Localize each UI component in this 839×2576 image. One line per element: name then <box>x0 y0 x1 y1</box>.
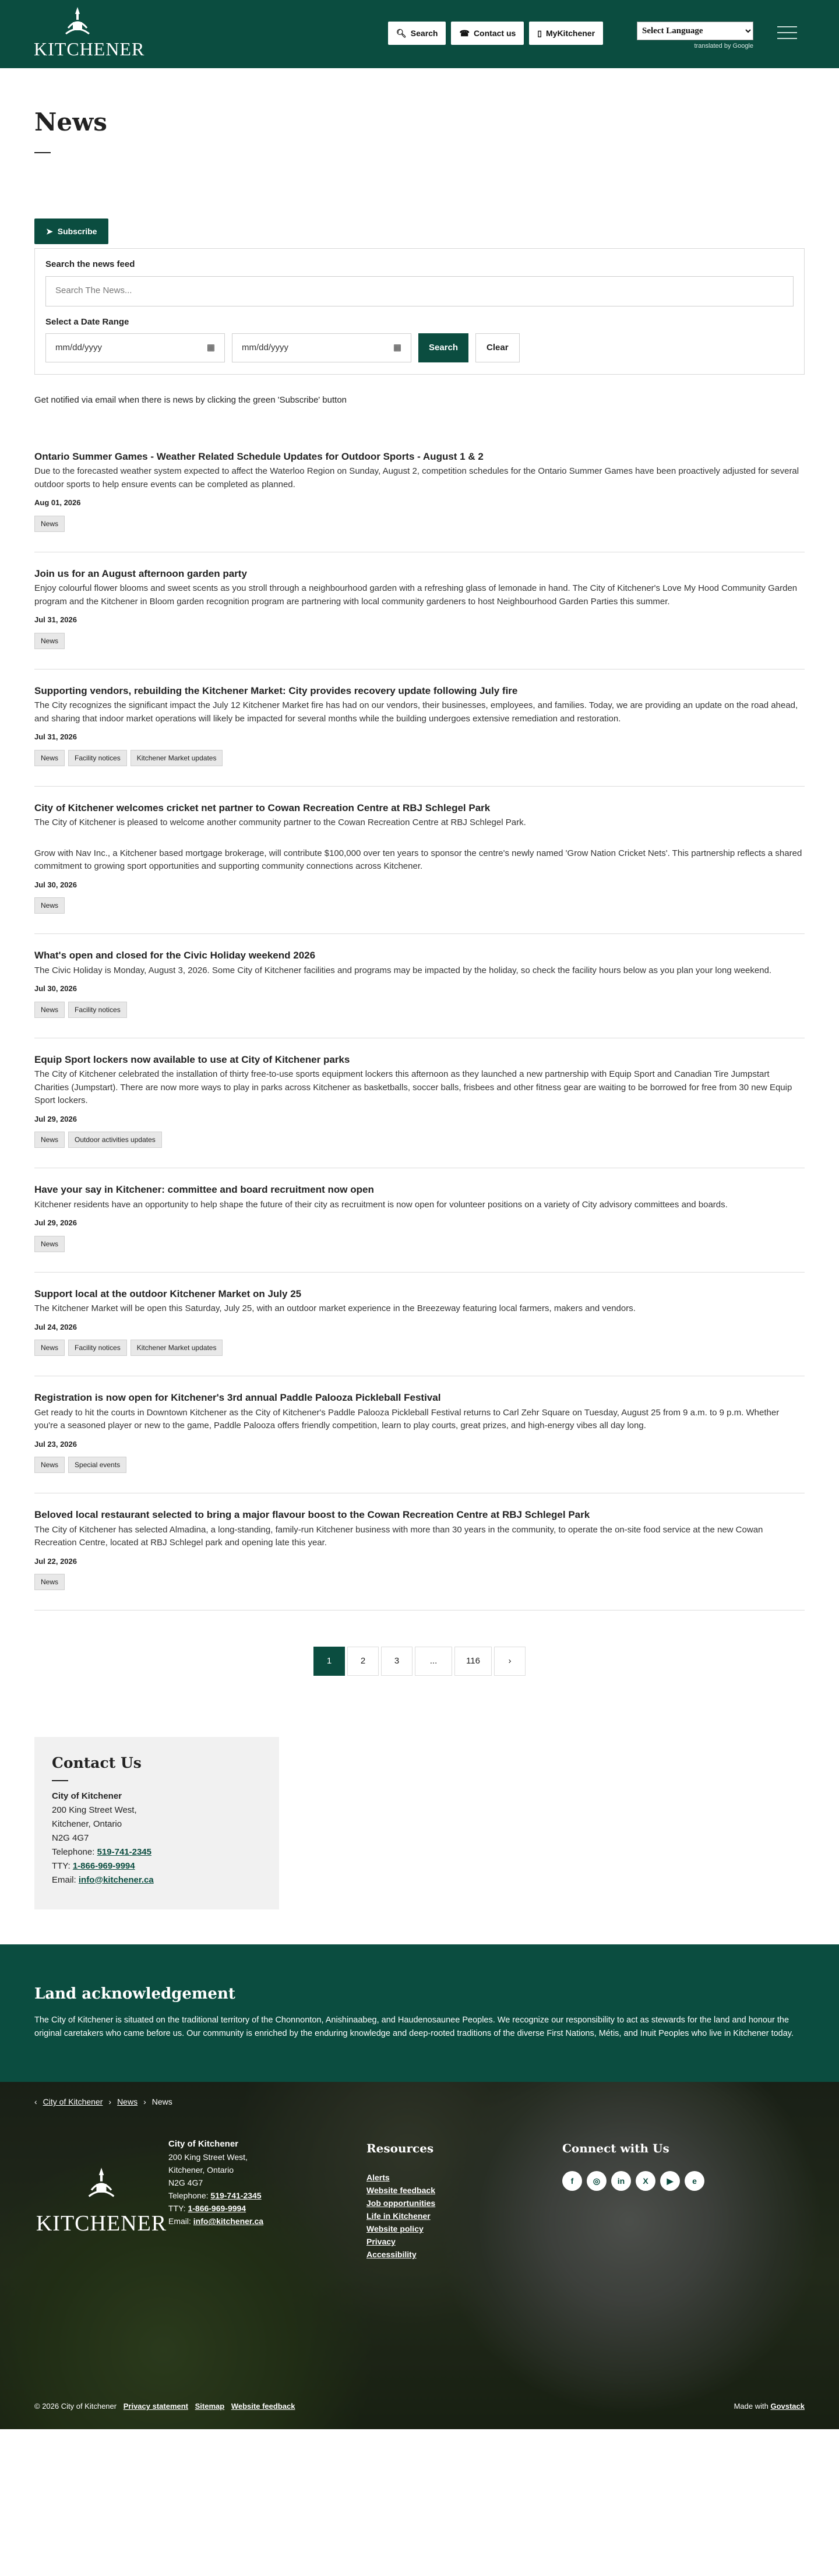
mykitchener-label: MyKitchener <box>546 28 595 38</box>
news-item <box>34 552 805 669</box>
made-with <box>734 2401 805 2412</box>
footer-org: City of Kitchener <box>168 2139 239 2149</box>
mykitchener-button[interactable] <box>529 22 603 45</box>
resource-link-website-feedback[interactable]: Website feedback <box>366 2186 436 2196</box>
footer-address-line: Kitchener, Ontario <box>168 2165 234 2175</box>
news-tags <box>34 1574 805 1590</box>
news-tag[interactable]: News <box>34 1457 65 1473</box>
mobile-icon: ▯ <box>537 28 542 38</box>
contact-address-line: N2G 4G7 <box>52 1833 89 1843</box>
contact-telephone: Telephone: 519-741-2345 <box>52 1846 151 1857</box>
website-feedback-link[interactable]: Website feedback <box>231 2402 295 2411</box>
calendar-icon[interactable]: ▦ <box>393 342 401 353</box>
kitchener-logo[interactable] <box>34 5 145 65</box>
breadcrumb-current: News <box>151 2097 172 2107</box>
news-summary: The City recognizes the significant impact the July 12 Kitchener Market fire has had on our vendors, their businesses, employees, and families. Today, we are providing an update on the road ahead, and sharing that indoor market operations will likely be impacted for several months while the building undergoes extensive remediation and restoration. <box>34 700 798 724</box>
news-title[interactable]: Registration is now open for Kitchener's 3rd annual Paddle Palooza Pickleball Festival <box>34 1392 441 1403</box>
resource-link-life-in-kitchener[interactable]: Life in Kitchener <box>366 2211 431 2221</box>
telephone-link[interactable]: 519-741-2345 <box>97 1846 151 1857</box>
news-tag[interactable]: News <box>34 1340 65 1356</box>
contact-rule <box>52 1780 68 1781</box>
news-tags <box>34 1457 805 1473</box>
news-tags <box>34 633 805 649</box>
search-button-label: Search <box>410 28 438 38</box>
land-title: Land acknowledgement <box>34 1985 235 2003</box>
sitemap-link[interactable]: Sitemap <box>195 2402 225 2411</box>
news-item <box>34 1376 805 1493</box>
resource-link-privacy[interactable]: Privacy <box>366 2237 396 2247</box>
connect-title: Connect with Us <box>562 2141 669 2156</box>
resource-link-accessibility[interactable]: Accessibility <box>366 2250 417 2260</box>
news-tag[interactable]: Outdoor activities updates <box>68 1132 162 1148</box>
news-tag[interactable]: News <box>34 633 65 649</box>
title-rule <box>34 152 51 153</box>
page-title: News <box>34 108 107 136</box>
resources-title: Resources <box>366 2141 434 2156</box>
pagination-ellipsis: ... <box>415 1647 452 1676</box>
contact-us-button[interactable] <box>451 22 524 45</box>
news-summary: The Civic Holiday is Monday, August 3, 2026. Some City of Kitchener facilities and programs may be impacted by the holiday, so check the facility hours below as you plan your long weekend. <box>34 965 772 975</box>
footer-address-line: N2G 4G7 <box>168 2178 203 2188</box>
x-icon[interactable]: X <box>636 2171 655 2191</box>
news-item <box>34 934 805 1038</box>
start-date-placeholder: mm/dd/yyyy <box>55 342 103 353</box>
news-item <box>34 787 805 935</box>
clear-button[interactable]: Clear <box>475 333 520 362</box>
news-date: Aug 01, 2026 <box>34 498 81 507</box>
news-tag[interactable]: News <box>34 1236 65 1252</box>
notify-text: Get notified via email when there is news by clicking the green 'Subscribe' button <box>34 395 347 405</box>
page-button[interactable]: 3 <box>381 1647 413 1676</box>
news-item <box>34 1168 805 1273</box>
search-button[interactable] <box>388 22 446 45</box>
footer-logo[interactable] <box>34 2131 168 2261</box>
news-date: Jul 30, 2026 <box>34 880 77 889</box>
contact-address-line: Kitchener, Ontario <box>52 1819 122 1829</box>
news-title[interactable]: Support local at the outdoor Kitchener Market on July 25 <box>34 1288 302 1299</box>
news-tag[interactable]: News <box>34 897 65 914</box>
news-tag[interactable]: Special events <box>68 1457 126 1473</box>
breadcrumb-news[interactable]: News <box>117 2097 138 2107</box>
news-tags <box>34 1340 805 1356</box>
news-item <box>34 1273 805 1377</box>
breadcrumb-home[interactable]: City of Kitchener <box>43 2097 103 2107</box>
date-range-heading: Select a Date Range <box>45 316 129 327</box>
news-list <box>34 436 805 1611</box>
resource-link-job-opportunities[interactable]: Job opportunities <box>366 2198 436 2208</box>
contact-org: City of Kitchener <box>52 1791 122 1801</box>
land-text: The City of Kitchener is situated on the traditional territory of the Chonnonton, Anishinaabeg, and Haudenosaunee Peoples. We recognize our responsibility to act as stewards for the land and honour the original caretakers who came before us. Our community is enriched by the enduring knowledge and deep-rooted traditions of the diverse First Nations, Métis, and Inuit Peoples who live in Kitchener today. <box>34 2015 794 2039</box>
news-title[interactable]: Have your say in Kitchener: committee and board recruitment now open <box>34 1184 374 1195</box>
footer-telephone: Telephone: 519-741-2345 <box>168 2191 262 2201</box>
news-tag[interactable]: News <box>34 1132 65 1148</box>
calendar-icon[interactable]: ▦ <box>206 342 215 353</box>
news-tags <box>34 1132 805 1148</box>
news-title[interactable]: What's open and closed for the Civic Holiday weekend 2026 <box>34 950 316 961</box>
language-selector <box>637 22 753 51</box>
chevron-right-icon: › <box>143 2097 146 2107</box>
news-title[interactable]: Ontario Summer Games - Weather Related Schedule Updates for Outdoor Sports - August 1 & 2 <box>34 450 484 462</box>
news-summary: Get ready to hit the courts in Downtown Kitchener as the City of Kitchener's Paddle Palooza Pickleball Festival returns to Carl Zehr Square on Tuesday, August 25 from 9 a.m. to 9 p.m. Whether you're a seasoned player or new to the game, Paddle Palooza offers friendly competition, learn to play courts, great prizes, and high-energy vibes all day long. <box>34 1407 780 1430</box>
news-tag[interactable]: Kitchener Market updates <box>131 750 223 766</box>
news-summary: Enjoy colourful flower blooms and sweet scents as you stroll through a neighbourhood garden with a refreshing glass of lemonade in hand. The City of Kitchener's Love My Hood Community Garden program and the Kitchener in Bloom garden recognition program are partnering with local community gardeners to host Neighbourhood Garden Parties this summer. <box>34 583 798 607</box>
breadcrumb <box>34 2082 805 2108</box>
youtube-icon[interactable]: ▶ <box>660 2171 680 2191</box>
news-summary: The Kitchener Market will be open this Saturday, July 25, with an outdoor market experience in the Breezeway featuring local farmers, makers and vendors. <box>34 1303 636 1313</box>
footer-connect <box>562 2131 704 2261</box>
news-date: Jul 23, 2026 <box>34 1439 77 1449</box>
contact-address-line: 200 King Street West, <box>52 1805 137 1815</box>
news-tag[interactable]: News <box>34 750 65 766</box>
news-date: Jul 30, 2026 <box>34 984 77 993</box>
search-submit-button[interactable]: Search <box>418 333 468 362</box>
language-select[interactable] <box>637 22 753 40</box>
news-tags <box>34 897 805 914</box>
page-button[interactable]: 1 <box>313 1647 345 1676</box>
google-translate-credit: translated by Google <box>694 43 753 50</box>
instagram-icon[interactable]: ◎ <box>587 2171 607 2191</box>
news-search-panel <box>34 248 805 375</box>
linkedin-icon[interactable]: in <box>611 2171 631 2191</box>
news-tag[interactable]: Facility notices <box>68 750 127 766</box>
news-item <box>34 669 805 787</box>
news-summary: The City of Kitchener has selected Almadina, a long-standing, family-run Kitchener business with more than 30 years in the community, to operate the on-site food service at the new Cowan Recreation Centre, located at RBJ Schlegel park and opening late this year. <box>34 1524 763 1548</box>
end-date-placeholder: mm/dd/yyyy <box>242 342 289 353</box>
news-tags <box>34 1236 805 1252</box>
main-content <box>0 104 839 1909</box>
email-link[interactable]: info@kitchener.ca <box>78 1874 154 1885</box>
news-title[interactable]: Supporting vendors, rebuilding the Kitchener Market: City provides recovery update following July fire <box>34 685 518 696</box>
news-summary: The City of Kitchener is pleased to welcome another community partner to the Cowan Recreation Centre at RBJ Schlegel Park. <box>34 817 526 827</box>
news-date: Jul 29, 2026 <box>34 1114 77 1123</box>
footer-email: Email: info@kitchener.ca <box>168 2216 264 2226</box>
engage-icon[interactable]: e <box>685 2171 704 2191</box>
resource-link-website-policy[interactable]: Website policy <box>366 2224 424 2234</box>
resource-link-alerts[interactable]: Alerts <box>366 2173 390 2183</box>
contact-email: Email: info@kitchener.ca <box>52 1874 154 1885</box>
news-item <box>34 1493 805 1611</box>
news-title[interactable]: Join us for an August afternoon garden party <box>34 568 247 579</box>
phone-icon: ☎ <box>459 28 470 38</box>
contact-title: Contact Us <box>52 1754 142 1771</box>
search-input[interactable]: Search The News... <box>45 276 794 306</box>
news-title[interactable]: City of Kitchener welcomes cricket net partner to Cowan Recreation Centre at RBJ Schlegel Park <box>34 802 491 813</box>
subscribe-button[interactable] <box>34 219 108 244</box>
news-date: Jul 22, 2026 <box>34 1556 77 1566</box>
news-tag[interactable]: Facility notices <box>68 1002 127 1018</box>
footer-email-link[interactable]: info@kitchener.ca <box>193 2216 264 2226</box>
contact-us-card <box>34 1737 279 1909</box>
news-summary: Kitchener residents have an opportunity to help shape the future of their city as recruitment is now open for volunteer positions on a variety of City advisory committees and boards. <box>34 1199 728 1210</box>
news-tag[interactable]: Facility notices <box>68 1340 127 1356</box>
next-page-button[interactable]: › <box>494 1647 526 1676</box>
end-date-input[interactable] <box>232 333 411 362</box>
logo-wordmark: KITCHENER <box>34 38 145 59</box>
news-summary: Due to the forecasted weather system expected to affect the Waterloo Region on Sunday, August 2, competition schedules for the Ontario Summer Games have been proactively adjusted for several outdoor sports to help ensure events can be completed as planned. <box>34 466 799 489</box>
menu-icon[interactable] <box>777 26 797 40</box>
news-tags <box>34 750 805 766</box>
news-date: Jul 29, 2026 <box>34 1218 77 1227</box>
news-summary: The City of Kitchener celebrated the installation of thirty free-to-use sports equipment lockers this afternoon as they launched a new partnership with Equip Sport and Canadian Tire Jumpstart Charities (Jumpstart). There are now more ways to play in parks across Kitchener as basketballs, soccer balls, frisbees and other fitness gear are waiting to be borrowed for free from 30 new Equip Sport lockers. <box>34 1069 792 1105</box>
page-button[interactable]: 2 <box>347 1647 379 1676</box>
footer-tty-link[interactable]: 1-866-969-9994 <box>188 2204 246 2214</box>
pagination <box>34 1647 805 1676</box>
city-hall-logo-icon <box>81 2165 122 2203</box>
footer-tty: TTY: 1-866-969-9994 <box>168 2204 246 2214</box>
contact-us-label: Contact us <box>473 28 516 38</box>
start-date-input[interactable] <box>45 333 225 362</box>
search-heading: Search the news feed <box>45 259 135 269</box>
footer-resources <box>366 2131 562 2261</box>
footer-logo-wordmark: KITCHENER <box>36 2211 167 2236</box>
site-footer <box>0 2082 839 2429</box>
news-tag[interactable]: News <box>34 516 65 532</box>
news-tag[interactable]: Kitchener Market updates <box>131 1340 223 1356</box>
news-summary-extra: Grow with Nav Inc., a Kitchener based mortgage brokerage, will contribute $100,000 over ten years to sponsor the centre's newly named 'Grow Nation Cricket Nets'. This partnership reflects a shared commitment to growing sport opportunities and supporting community connections across Kitchener. <box>34 848 802 871</box>
news-tags <box>34 516 805 532</box>
news-tag[interactable]: News <box>34 1002 65 1018</box>
chevron-left-icon: ‹ <box>34 2097 37 2107</box>
footer-telephone-link[interactable]: 519-741-2345 <box>210 2191 262 2201</box>
tty-link[interactable]: 1-866-969-9994 <box>72 1860 135 1871</box>
page-button[interactable]: 116 <box>454 1647 492 1676</box>
footer-bottom-bar <box>34 2401 805 2412</box>
news-title[interactable]: Beloved local restaurant selected to bring a major flavour boost to the Cowan Recreation Centre at RBJ Schlegel Park <box>34 1509 590 1520</box>
news-date: Jul 31, 2026 <box>34 615 77 624</box>
news-title[interactable]: Equip Sport lockers now available to use at City of Kitchener parks <box>34 1053 350 1065</box>
privacy-statement-link[interactable]: Privacy statement <box>123 2402 189 2411</box>
news-tag[interactable]: News <box>34 1574 65 1590</box>
city-hall-logo-icon <box>60 5 95 40</box>
facebook-icon[interactable]: f <box>562 2171 582 2191</box>
news-tags <box>34 1002 805 1018</box>
copyright: © 2026 City of Kitchener <box>34 2402 117 2411</box>
site-header <box>0 0 839 68</box>
made-with-label: Made with <box>734 2402 769 2411</box>
news-date: Jul 31, 2026 <box>34 732 77 741</box>
news-item <box>34 436 805 552</box>
govstack-link[interactable]: Govstack <box>770 2402 805 2411</box>
land-acknowledgement <box>0 1944 839 2082</box>
contact-tty: TTY: 1-866-969-9994 <box>52 1860 135 1871</box>
paper-plane-icon: ➤ <box>46 226 53 236</box>
chevron-right-icon: › <box>108 2097 112 2107</box>
subscribe-label: Subscribe <box>57 226 97 236</box>
news-item <box>34 1038 805 1169</box>
footer-address-line: 200 King Street West, <box>168 2152 248 2162</box>
footer-address <box>168 2131 366 2261</box>
news-date: Jul 24, 2026 <box>34 1322 77 1331</box>
search-icon: 🔍︎ <box>396 28 407 38</box>
